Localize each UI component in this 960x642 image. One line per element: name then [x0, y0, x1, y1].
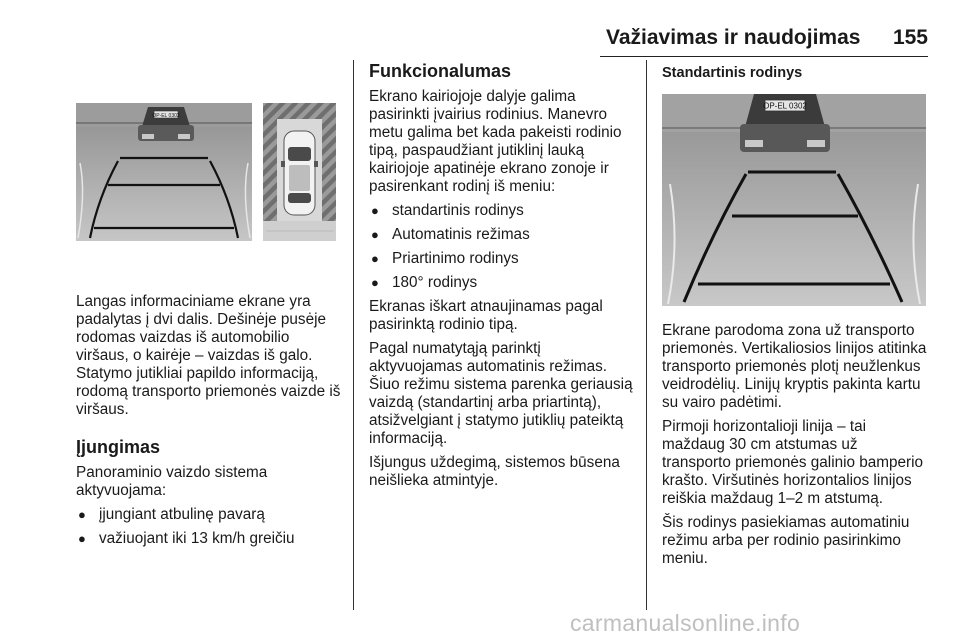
car-plate-right: OP-EL 0302 [763, 101, 807, 111]
refresh-paragraph: Ekranas iškart atnaujinamas pagal pasirinktą rodinio tipą. [369, 298, 603, 333]
list-item: ● standartinis rodinys [369, 202, 637, 220]
activation-list [76, 506, 344, 548]
column-divider-left [353, 60, 354, 610]
watermark: carmanualsonline.info [570, 610, 801, 636]
view-types-list [369, 202, 637, 292]
activation-heading: Įjungimas [76, 437, 161, 457]
standard-view-figure [662, 94, 926, 306]
left-column [76, 293, 344, 554]
standard-view-p3: Šis rodinys pasiekiamas automatiniu režimu arba per rodinio pasirinkimo meniu. [662, 514, 910, 567]
list-item: ● važiuojant iki 13 km/h greičiu [76, 530, 344, 548]
list-item: ● įjungiant atbulinę pavarą [76, 506, 344, 524]
header-rule [600, 56, 928, 57]
right-column-text [662, 322, 930, 574]
memory-paragraph: Išjungus uždegimą, sistemos būsena neišlieka atmintyje. [369, 454, 620, 489]
car-rear-icon [740, 94, 830, 152]
page-number: 155 [892, 26, 928, 49]
activation-intro: Panoraminio vaizdo sistema aktyvuojama: [76, 464, 268, 499]
standard-view-subheading: Standartinis rodinys [662, 65, 803, 81]
column-divider-right [646, 60, 647, 610]
list-item: ● 180° rodinys [369, 274, 637, 292]
standard-view-p1: Ekrane parodoma zona už transporto priemonės. Vertikaliosios linijos atitinka transporto priemonės plotį neužlenkus veidrodėlių. Linijų kryptis pakinta kartu su vairo padėtimi. [662, 322, 927, 411]
section-title: Važiavimas ir naudojimas [606, 26, 861, 49]
functionality-intro: Ekrano kairiojoje dalyje galima pasirinkti įvairius rodinius. Manevro metu galima bet kada pakeisti rodinio tipą, paspaudžiant jutiklinį lauką kairiojoje apatinėje ekrano zonoje ir pasirenkant rodinį iš meniu: [369, 88, 622, 195]
top-view-panel [263, 103, 336, 241]
list-item: ● Automatinis režimas [369, 226, 637, 244]
car-top-icon [281, 131, 318, 215]
split-view-figure [76, 103, 336, 241]
default-mode-paragraph: Pagal numatytąją parinktį aktyvuojamas automatinis režimas. Šiuo režimu sistema parenka geriausią vaizdą (standartinį arba priartintą), atsižvelgiant į statymo jutiklių pateiktą informaciją. [369, 340, 633, 447]
intro-paragraph: Langas informaciniame ekrane yra padalytas į dvi dalis. Dešinėje pusėje rodomas vaizdas iš automobilio viršaus, o kairėje – vaizdas iš galo. Statymo jutikliai papildo informaciją, rodomą transporto priemonės vaizde iš viršaus. [76, 293, 341, 418]
functionality-heading: Funkcionalumas [369, 61, 512, 81]
rear-view-panel [76, 103, 252, 241]
car-plate-left: OP-EL 0302 [152, 113, 180, 119]
right-column [662, 64, 930, 90]
list-item: ● Priartinimo rodinys [369, 250, 637, 268]
middle-column [369, 62, 637, 496]
standard-view-p2: Pirmoji horizontalioji linija – tai maždaug 30 cm atstumas už transporto priemonės galinio bamperio krašto. Viršutinės horizontalios linijos reiškia maždaug 1–2 m atstumą. [662, 418, 924, 507]
